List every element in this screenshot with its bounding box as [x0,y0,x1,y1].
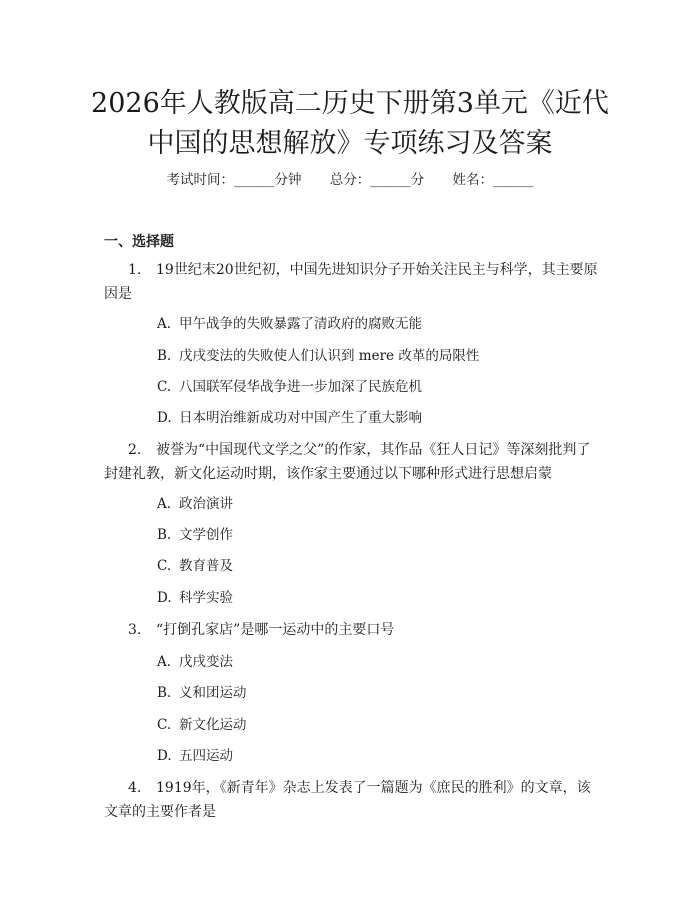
question-number: 2. [128,442,142,458]
option [157,525,233,545]
option [157,588,233,608]
option-text: 戊戌变法的失败使人们认识到 mere 改革的局限性 [179,348,480,364]
option-text: 教育普及 [179,558,233,574]
option-letter: C. [157,379,172,395]
student-name: 姓名：______ [452,172,534,188]
question-number: 3. [128,622,142,638]
exam-meta [0,168,700,188]
option-letter: A. [157,654,172,670]
question-text: 19世纪末20世纪初，中国先进知识分子开始关注民主与科学，其主要原 [156,262,598,278]
option-text: 甲午战争的失败暴露了清政府的腐败无能 [179,316,422,332]
question-text: 1919年，《新青年》杂志上发表了一篇题为《庶民的胜利》的文章，该 [156,780,591,796]
question-4 [104,776,604,824]
option-text: 五四运动 [179,748,233,764]
option-letter: D. [157,748,172,764]
question-number: 4. [128,780,142,796]
option-text: 新文化运动 [179,717,247,733]
option-text: 文学创作 [179,527,233,543]
option-text: 戊戌变法 [179,654,233,670]
question-text: 被誉为“中国现代文学之父”的作家，其作品《狂人日记》等深刻批判了 [156,442,591,458]
option [157,346,479,366]
question-1 [104,258,604,306]
option [157,377,422,397]
question-2 [104,438,604,486]
exam-score: 总分：______分 [329,172,425,188]
exam-time: 考试时间：______分钟 [166,172,302,188]
option-text: 政治演讲 [179,496,233,512]
option [157,314,422,334]
option-letter: C. [157,717,172,733]
question-number: 1. [128,262,142,278]
option-text: 八国联军侵华战争进一步加深了民族危机 [179,379,422,395]
option [157,746,233,766]
option-letter: C. [157,558,172,574]
option [157,494,233,514]
option [157,683,247,703]
option-text: 科学实验 [179,590,233,606]
title-line-1: 2026年人教版高二历史下册第3单元《近代 [91,88,609,119]
option [157,715,247,735]
option-letter: D. [157,410,172,426]
question-text-cont: 文章的主要作者是 [104,804,216,820]
option-text: 义和团运动 [179,685,247,701]
option [157,652,233,672]
option-letter: B. [157,348,172,364]
option [157,408,422,428]
document-title [40,84,660,164]
option [157,556,233,576]
title-line-2: 中国的思想解放》专项练习及答案 [147,128,553,159]
option-text: 日本明治维新成功对中国产生了重大影响 [179,410,422,426]
question-3 [104,618,604,642]
option-letter: B. [157,685,172,701]
question-text-cont: 封建礼教，新文化运动时期，该作家主要通过以下哪种形式进行思想启蒙 [104,466,552,482]
section-heading: 一、选择题 [104,234,174,250]
option-letter: A. [157,316,172,332]
question-text-cont: 因是 [104,286,132,302]
option-letter: D. [157,590,172,606]
option-letter: A. [157,496,172,512]
option-letter: B. [157,527,172,543]
question-text: “打倒孔家店”是哪一运动中的主要口号 [156,622,395,638]
